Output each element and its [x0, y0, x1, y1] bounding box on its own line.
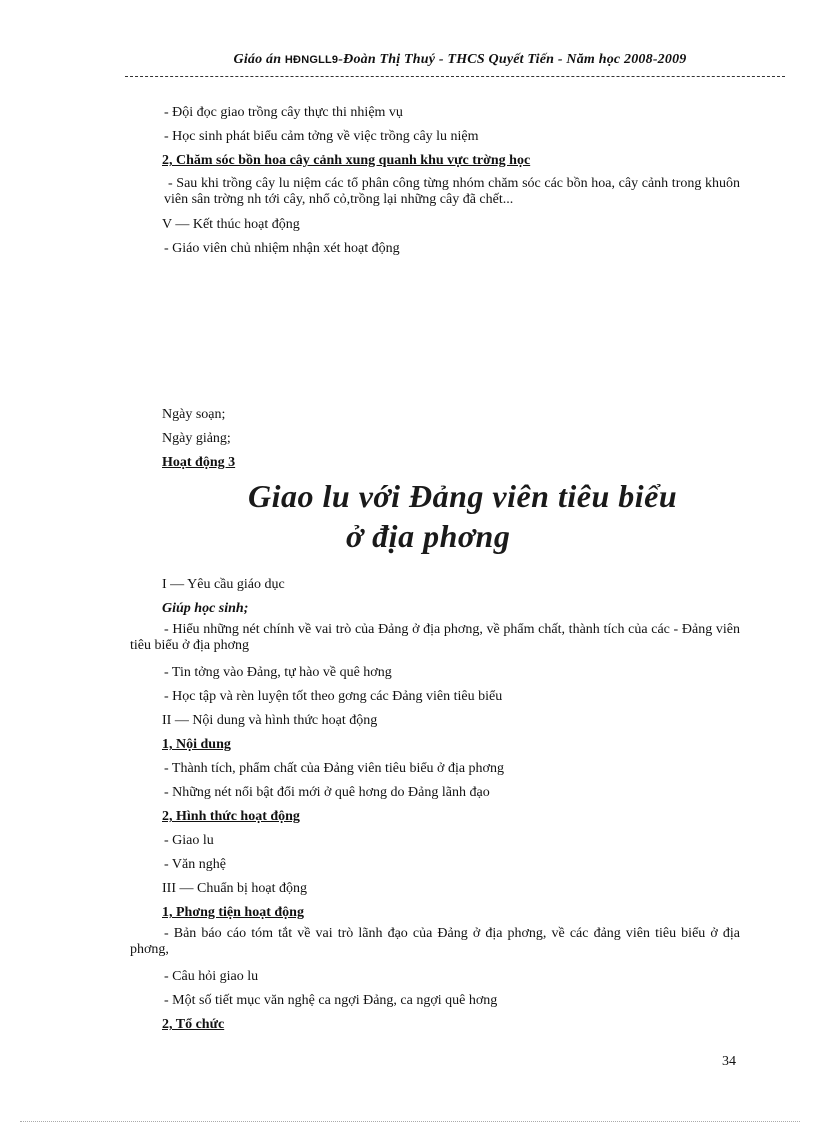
section-ii-noi-dung: II — Nội dung và hình thức hoạt động [162, 713, 378, 728]
line-van-nghe: - Văn nghệ [164, 857, 226, 872]
line-gv-nhan-xet: - Giáo viên chủ nhiệm nhận xét hoạt động [164, 241, 400, 256]
header-code: HĐNGLL9 [284, 54, 339, 66]
ngay-giang: Ngày giảng; [162, 431, 231, 446]
footer-divider [20, 1121, 800, 1122]
heading-to-chuc: 2, Tổ chức [162, 1017, 225, 1032]
section-iii-chuan-bi: III — Chuẩn bị hoạt động [162, 881, 308, 896]
paragraph-ban-bao-cao: - Bản báo cáo tóm tắt về vai trò lãnh đạo của Đảng ở địa phơng, về các đảng viên tiêu biểu ở địa phơng, [130, 926, 740, 957]
line-mot-so-tiet-muc: - Một số tiết mục văn nghệ ca ngợi Đảng, ca ngợi quê hơng [164, 993, 498, 1008]
heading-hoat-dong-3: Hoạt động 3 [162, 455, 236, 470]
line-nhung-net: - Những nét nổi bật đổi mới ở quê hơng do Đảng lãnh đạo [164, 785, 490, 800]
line-hoc-sinh-phat-bieu: - Học sinh phát biểu cảm tởng về việc trồng cây lu niệm [164, 129, 479, 144]
line-giao-lu: - Giao lu [164, 833, 214, 848]
heading-cham-soc: 2, Chăm sóc bồn hoa cây cảnh xung quanh khu vực trờng học [162, 153, 531, 168]
line-tin-tuong: - Tin tởng vào Đảng, tự hào về quê hơng [164, 665, 392, 680]
page-header [120, 52, 800, 68]
paragraph-hieu-nhung-net: - Hiểu những nét chính về vai trò của Đảng ở địa phơng, về phẩm chất, thành tích của các - Đảng viên tiêu biểu ở địa phơng [130, 622, 740, 653]
section-i-yeu-cau: I — Yêu cầu giáo dục [162, 577, 285, 592]
page-title-line-2: ở địa phơng [346, 518, 511, 554]
heading-hinh-thuc: 2, Hình thức hoạt động [162, 809, 300, 824]
heading-noi-dung: 1, Nội dung [162, 737, 231, 752]
line-cau-hoi: - Câu hỏi giao lu [164, 969, 259, 984]
section-v-ket-thuc: V — Kết thúc hoạt động [162, 217, 300, 232]
line-thanh-tich: - Thành tích, phẩm chất của Đảng viên tiêu biểu ở địa phơng [164, 761, 504, 776]
page-number: 34 [722, 1054, 736, 1069]
label-giup-hoc-sinh: Giúp học sinh; [162, 601, 249, 616]
heading-phuong-tien: 1, Phơng tiện hoạt động [162, 905, 304, 920]
header-prefix: Giáo án [233, 52, 285, 67]
line-doi-doc: - Đội đọc giao trồng cây thực thi nhiệm vụ [164, 105, 403, 120]
header-divider [125, 76, 785, 77]
ngay-soan: Ngày soạn; [162, 407, 226, 422]
line-hoc-tap: - Học tập và rèn luyện tốt theo gơng các Đảng viên tiêu biểu [164, 689, 503, 704]
header-suffix: -Đoàn Thị Thuý - THCS Quyết Tiến - Năm học 2008-2009 [338, 52, 687, 67]
paragraph-sau-khi: - Sau khi trồng cây lu niệm các tổ phân công từng nhóm chăm sóc các bồn hoa, cây cảnh trong khuôn viên sân trờng nh tới cây, nhổ cỏ,trồng lại những cây đã chết... [164, 176, 740, 207]
page-title-line-1: Giao lu với Đảng viên tiêu biểu [248, 478, 678, 514]
